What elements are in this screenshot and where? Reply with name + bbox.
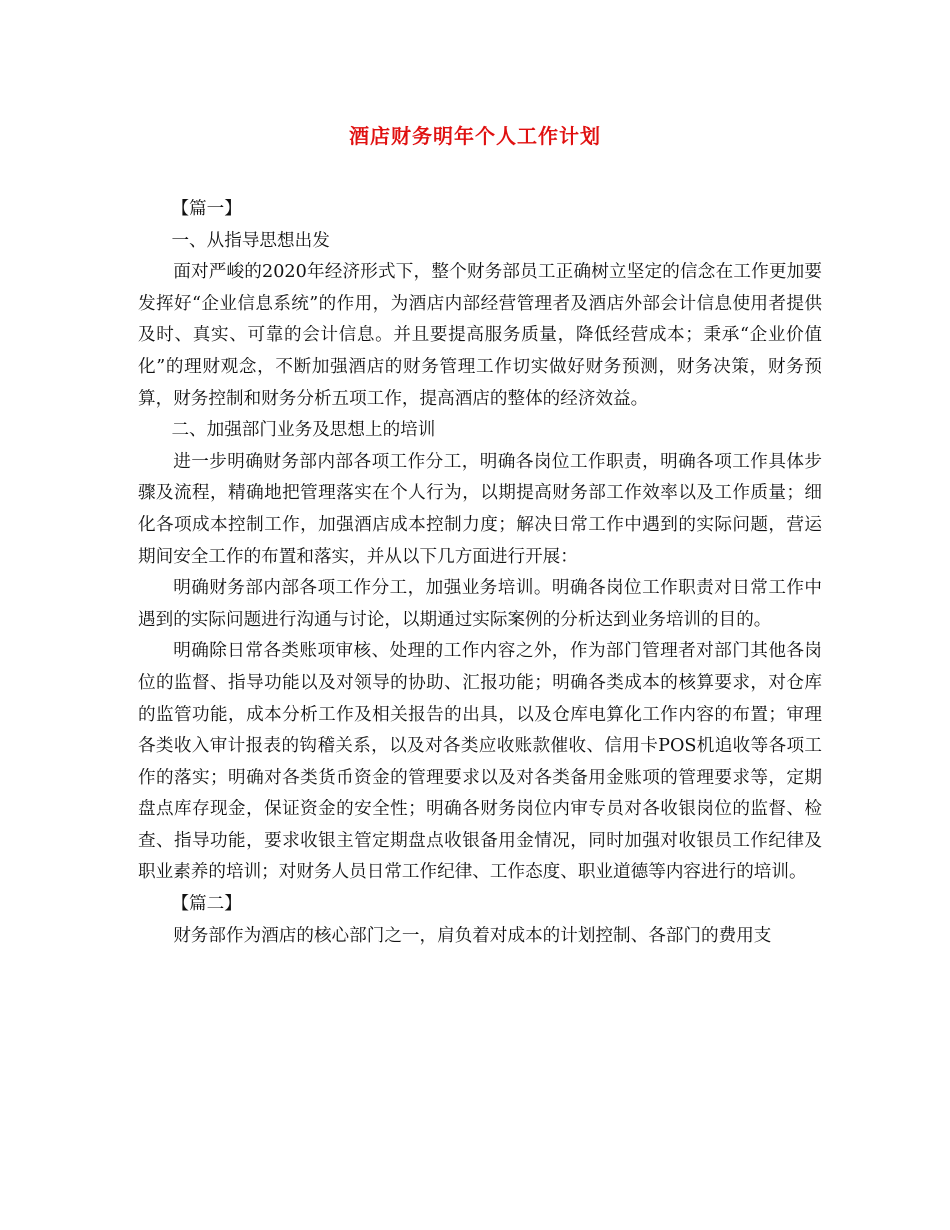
body-paragraph: 明确除日常各类账项审核、处理的工作内容之外，作为部门管理者对部门其他各岗位的监督、指导功能以及对领导的协助、汇报功能；明确各类成本的核算要求，对仓库的监管功能，成本分析工作及相关报告的出具，以及仓库电算化工作内容的布置；审理各类收入审计报表的钩稽关系，以及对各类应收账款催收、信用卡POS机追收等各项工作的落实；明确对各类货币资金的管理要求以及对各类备用金账项的管理要求等，定期盘点库存现金，保证资金的安全性；明确各财务岗位内审专员对各收银岗位的监督、检查、指导功能，要求收银主管定期盘点收银备用金情况，同时加强对收银员工作纪律及职业素养的培训；对财务人员日常工作纪律、工作态度、职业道德等内容进行的培训。 (138, 641, 822, 883)
section-marker-1: 【篇一】 (171, 199, 242, 219)
body-paragraph: 明确财务部内部各项工作分工，加强业务培训。明确各岗位工作职责对日常工作中遇到的实际问题进行沟通与讨论，以期通过实际案例的分析达到业务培训的目的。 (138, 578, 822, 630)
body-paragraph: 面对严峻的2020年经济形式下，整个财务部员工正确树立坚定的信念在工作更加要发挥好“企业信息系统”的作用，为酒店内部经营管理者及酒店外部会计信息使用者提供及时、真实、可靠的会计信息。并且要提高服务质量，降低经营成本；秉承“企业价值化”的理财观念，不断加强酒店的财务管理工作切实做好财务预测，财务决策，财务预算，财务控制和财务分析五项工作，提高酒店的整体的经济效益。 (138, 262, 822, 409)
section-heading-1: 一、从指导思想出发 (171, 230, 330, 251)
body-paragraph: 财务部作为酒店的核心部门之一，肩负着对成本的计划控制、各部门的费用支 (173, 925, 772, 946)
section-heading-2: 二、加强部门业务及思想上的培训 (171, 420, 436, 441)
document-body (138, 194, 822, 952)
body-paragraph: 进一步明确财务部内部各项工作分工，明确各岗位工作职责，明确各项工作具体步骤及流程，精确地把管理落实在个人行为，以期提高财务部工作效率以及工作质量；细化各项成本控制工作，加强酒店成本控制力度；解决日常工作中遇到的实际问题，营运期间安全工作的布置和落实，并从以下几方面进行开展： (138, 451, 822, 567)
section-marker-2: 【篇二】 (171, 894, 242, 915)
document-title: 酒店财务明年个人工作计划 (349, 124, 601, 148)
